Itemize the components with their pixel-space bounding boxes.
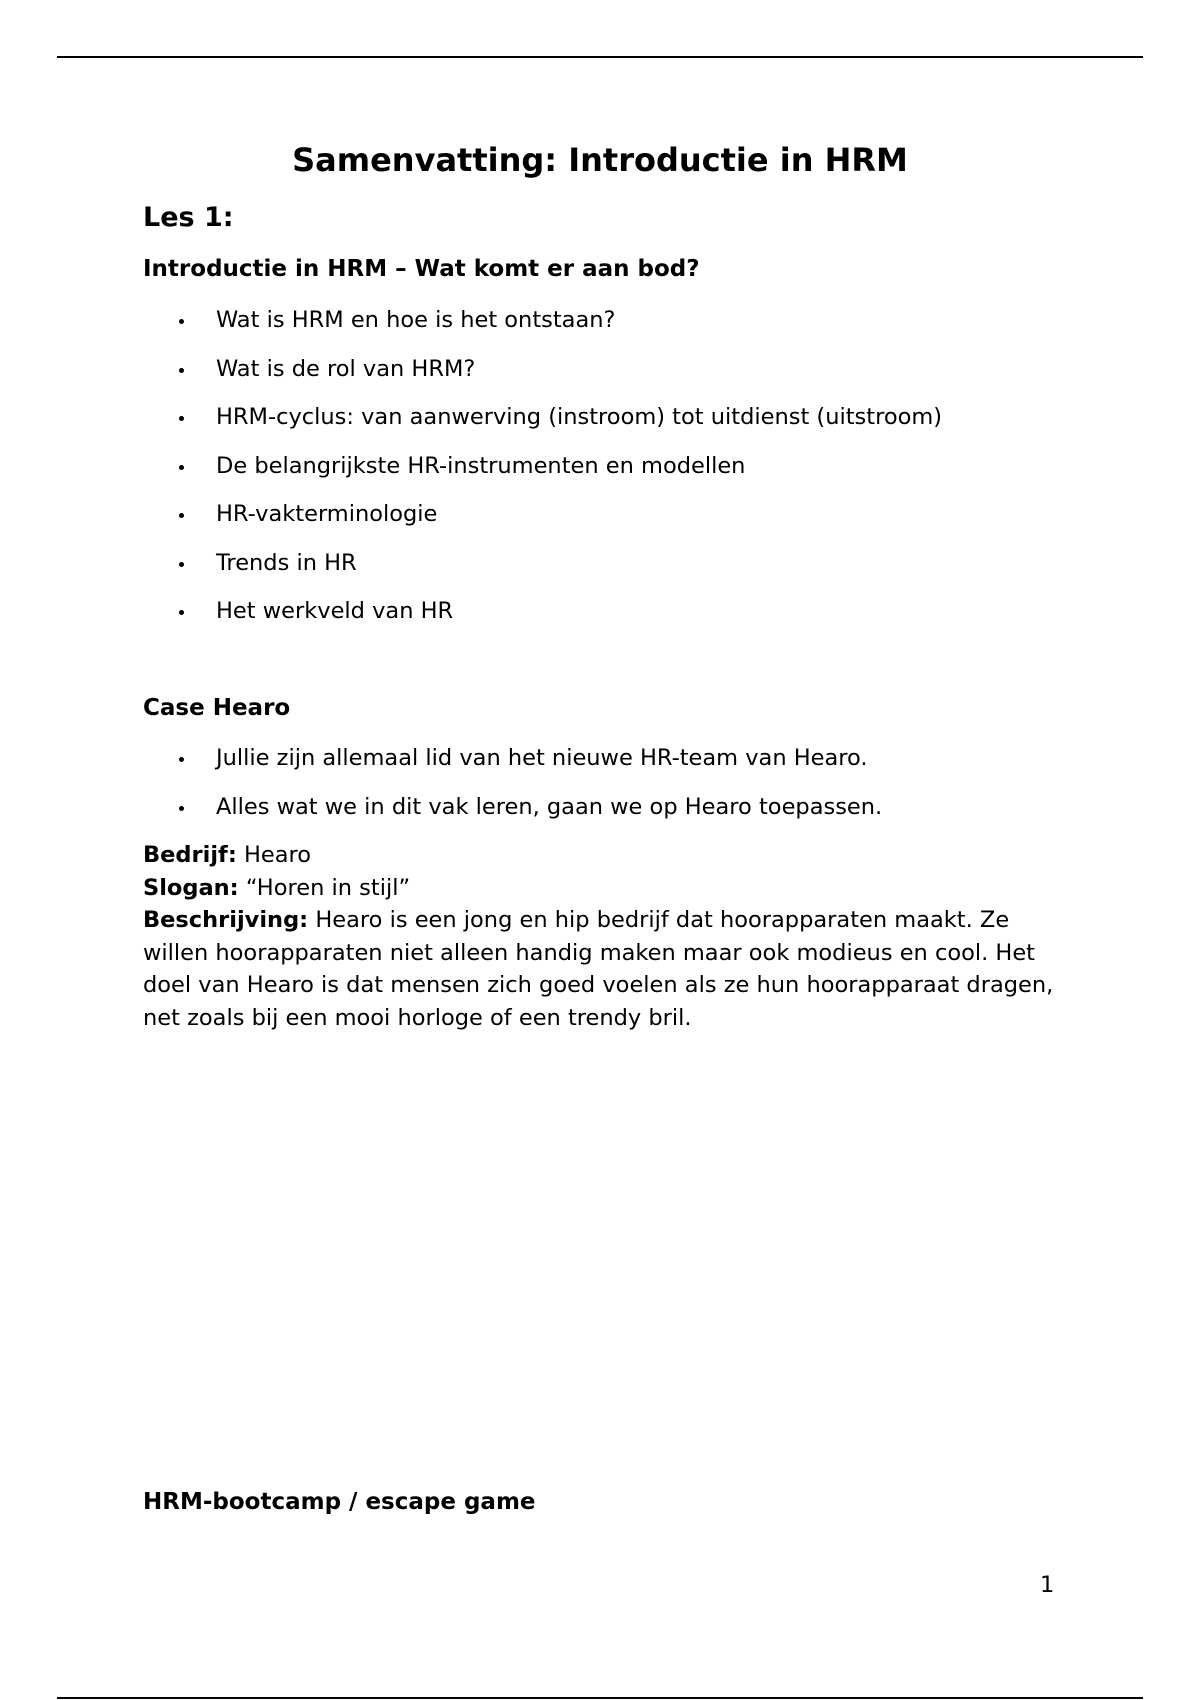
intro-section-heading: Introductie in HRM – Wat komt er aan bod? bbox=[143, 256, 700, 282]
header-rule bbox=[57, 56, 1143, 58]
bullet-icon bbox=[179, 513, 184, 518]
lesson-heading: Les 1: bbox=[143, 202, 234, 233]
list-item-text: Het werkveld van HR bbox=[216, 598, 454, 624]
list-item-text: Wat is HRM en hoe is het ontstaan? bbox=[216, 307, 616, 333]
list-item bbox=[143, 354, 942, 403]
list-item-text: Alles wat we in dit vak leren, gaan we op Hearo toepassen. bbox=[216, 793, 883, 820]
description-label: Beschrijving: bbox=[143, 907, 309, 933]
list-item bbox=[143, 596, 942, 645]
slogan-value: “Horen in stijl” bbox=[245, 874, 411, 901]
bullet-icon bbox=[179, 368, 184, 373]
list-item bbox=[143, 548, 942, 597]
bullet-icon bbox=[179, 610, 184, 615]
list-item bbox=[143, 499, 942, 548]
bullet-icon bbox=[179, 416, 184, 421]
description-value: Hearo is een jong en hip bedrijf dat hoorapparaten maakt. Ze willen hoorapparaten niet alleen handig maken maar ook modieus en cool. Het doel van Hearo is dat mensen zich goed voelen als ze hun hoorapparaat dragen, net zoals bij een mooi horloge of een trendy bril. bbox=[143, 907, 1054, 1031]
bullet-icon bbox=[179, 757, 184, 762]
company-info bbox=[143, 839, 1063, 1034]
page-number: 1 bbox=[1040, 1572, 1055, 1598]
bullet-icon bbox=[179, 806, 184, 811]
bootcamp-heading: HRM-bootcamp / escape game bbox=[143, 1489, 536, 1515]
list-item-text: HRM-cyclus: van aanwerving (instroom) tot uitdienst (uitstroom) bbox=[216, 404, 943, 430]
slogan-line bbox=[143, 872, 1063, 905]
list-item bbox=[143, 792, 882, 841]
list-item-text: Wat is de rol van HRM? bbox=[216, 355, 476, 382]
company-value: Hearo bbox=[243, 842, 312, 868]
bullet-icon bbox=[179, 562, 184, 567]
case-section-heading: Case Hearo bbox=[143, 695, 291, 721]
company-line bbox=[143, 839, 1063, 872]
list-item-text: Jullie zijn allemaal lid van het nieuwe HR-team van Hearo. bbox=[216, 745, 868, 771]
description-paragraph bbox=[143, 904, 1063, 1034]
list-item bbox=[143, 305, 942, 354]
intro-topic-list bbox=[143, 305, 942, 645]
case-list bbox=[143, 743, 882, 840]
footer-rule bbox=[57, 1697, 1143, 1699]
list-item bbox=[143, 451, 942, 500]
slogan-label: Slogan: bbox=[143, 874, 239, 901]
document-title: Samenvatting: Introductie in HRM bbox=[292, 141, 908, 179]
list-item-text: Trends in HR bbox=[216, 549, 357, 576]
list-item bbox=[143, 402, 942, 451]
list-item-text: HR-vakterminologie bbox=[216, 501, 438, 527]
list-item bbox=[143, 743, 882, 792]
bullet-icon bbox=[179, 465, 184, 470]
company-label: Bedrijf: bbox=[143, 842, 237, 868]
list-item-text: De belangrijkste HR-instrumenten en modellen bbox=[216, 452, 746, 479]
bullet-icon bbox=[179, 319, 184, 324]
